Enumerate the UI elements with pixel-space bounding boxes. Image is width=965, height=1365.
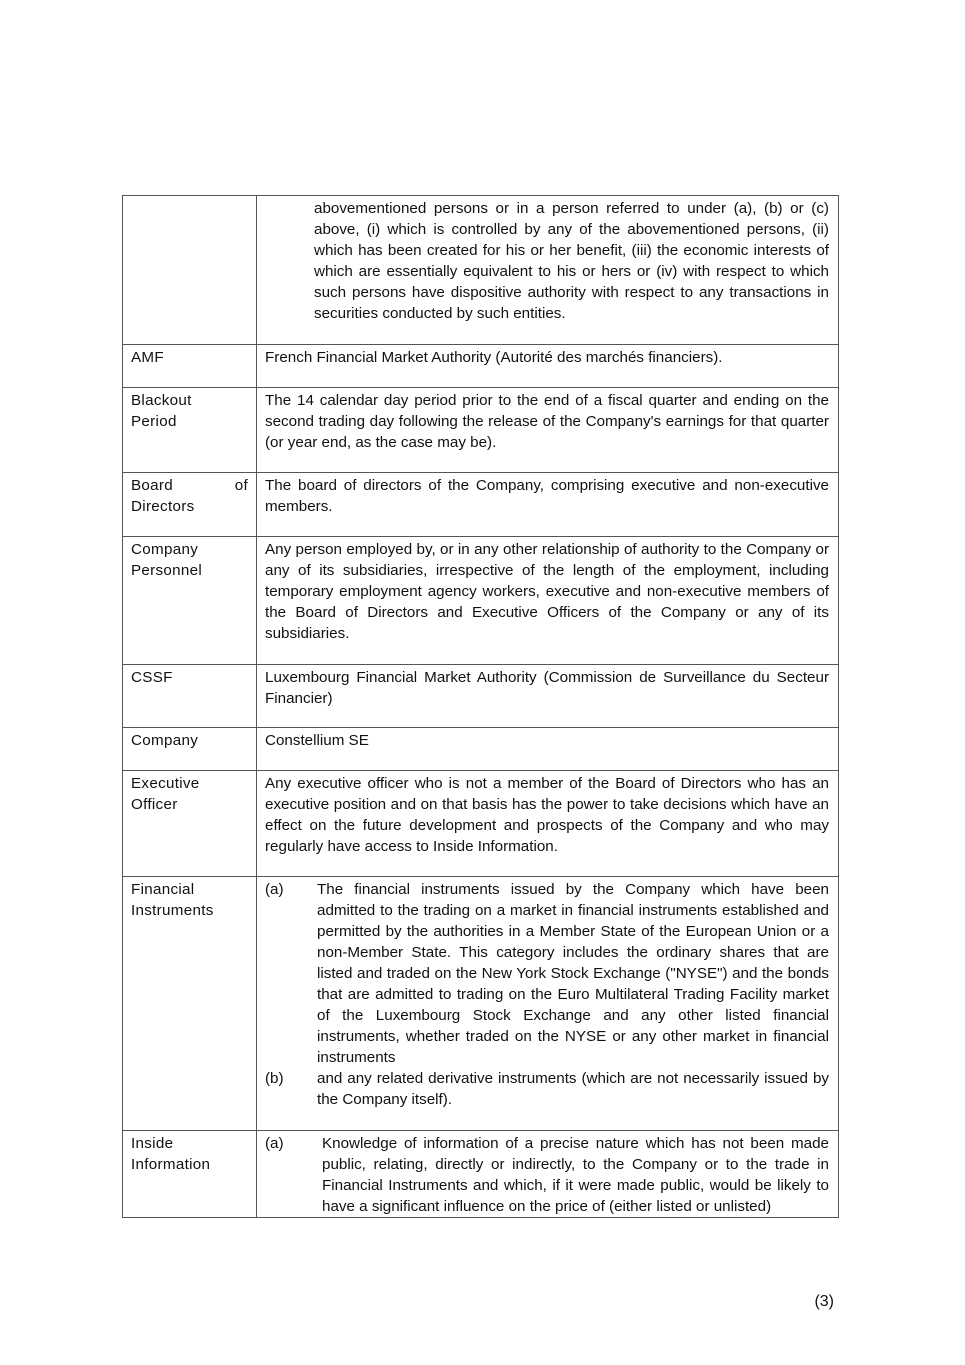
term-line: Instruments <box>131 902 214 919</box>
list-item <box>265 1068 829 1110</box>
definition-blackout-period: The 14 calendar day period prior to the end of a fiscal quarter and ending on the second trading day following the release of the Company's earnings for that quarter (or year end, as the case may be). <box>265 392 829 451</box>
term-line: Information <box>131 1156 211 1173</box>
list-item <box>265 1133 829 1217</box>
term-line: Officer <box>131 796 178 813</box>
term-cssf: CSSF <box>131 669 173 686</box>
definition-executive-officer: Any executive officer who is not a member of the Board of Directors who has an executive position and on that basis has the power to take decisions which have an effect on the future development and prospects of the Company and who may regularly have access to Inside Information. <box>265 775 829 855</box>
list-item-text: Knowledge of information of a precise nature which has not been made public, relating, directly or indirectly, to the Company or to the trade in Financial Instruments and which, if it were made public, would be likely to have a significant influence on the price of (either listed or unlisted) <box>322 1135 829 1215</box>
definition-company-personnel: Any person employed by, or in any other relationship of authority to the Company or any of its subsidiaries, irrespective of the length of the employment, including temporary employment agency workers, executive and non-executive members of the Board of Directors and Executive Officers of the Company or any of its subsidiaries. <box>265 541 829 642</box>
definition-cssf: Luxembourg Financial Market Authority (Commission de Surveillance du Secteur Financier) <box>265 669 829 707</box>
term-blackout-period <box>123 388 256 432</box>
term-executive-officer <box>123 771 256 815</box>
table-row <box>123 665 839 728</box>
table-row <box>123 537 839 665</box>
list-item-label: (a) <box>265 881 284 898</box>
definition-company: Constellium SE <box>265 732 369 749</box>
definition-board-of-directors: The board of directors of the Company, comprising executive and non-executive members. <box>265 477 829 515</box>
table-row <box>123 1131 839 1218</box>
table-row <box>123 728 839 771</box>
term-line: Company <box>131 541 199 558</box>
term-line: Directors <box>131 498 195 515</box>
term-financial-instruments <box>123 877 256 921</box>
list-item <box>265 879 829 1068</box>
term-line: Blackout <box>131 392 192 409</box>
term-inside-information <box>123 1131 256 1175</box>
term-board-of-directors <box>123 473 256 517</box>
term-company-personnel <box>123 537 256 581</box>
list-item-label: (b) <box>265 1070 284 1087</box>
definitions-table <box>122 195 839 1218</box>
table-row <box>123 877 839 1131</box>
table-row <box>123 771 839 877</box>
term-amf: AMF <box>131 349 164 366</box>
term-line: Executive <box>131 775 200 792</box>
page-number: (3) <box>814 1293 834 1310</box>
term-line: Personnel <box>131 562 203 579</box>
term-cell <box>123 196 257 345</box>
definition-financial-instruments <box>257 877 838 1110</box>
table-row <box>123 473 839 537</box>
term-line: Inside <box>131 1135 174 1152</box>
table-row <box>123 388 839 473</box>
list-item-label: (a) <box>265 1135 284 1152</box>
table-row <box>123 196 839 345</box>
list-item-text: and any related derivative instruments (which are not necessarily issued by the Company itself). <box>317 1070 829 1108</box>
continuation-text: abovementioned persons or in a person referred to under (a), (b) or (c) above, (i) which is controlled by any of the abovementioned persons, (ii) which has been created for his or her benefit, (iii) the economic interests of which are essentially equivalent to his or hers or (iv) with respect to which such persons have dispositive authority with respect to any transactions in securities conducted by such entities. <box>314 200 829 322</box>
definition-inside-information <box>257 1131 838 1217</box>
table-row <box>123 345 839 388</box>
term-line: Financial <box>131 881 195 898</box>
term-line: Board of <box>131 477 248 494</box>
term-company: Company <box>131 732 199 749</box>
list-item-text: The financial instruments issued by the Company which have been admitted to the trading on a market in financial instruments established and permitted by the authorities in a Member State of the European Union or a non-Member State. This category includes the ordinary shares that are listed and traded on the New York Stock Exchange ("NYSE") and the bonds that are admitted to trading on the Euro Multilateral Trading Facility market of the Luxembourg Stock Exchange and any other listed financial instruments, whether traded on the NYSE or any other market in financial instruments <box>317 881 829 1066</box>
definition-amf: French Financial Market Authority (Autorité des marchés financiers). <box>265 349 723 366</box>
definition-cell <box>257 196 839 345</box>
term-line: Period <box>131 413 177 430</box>
